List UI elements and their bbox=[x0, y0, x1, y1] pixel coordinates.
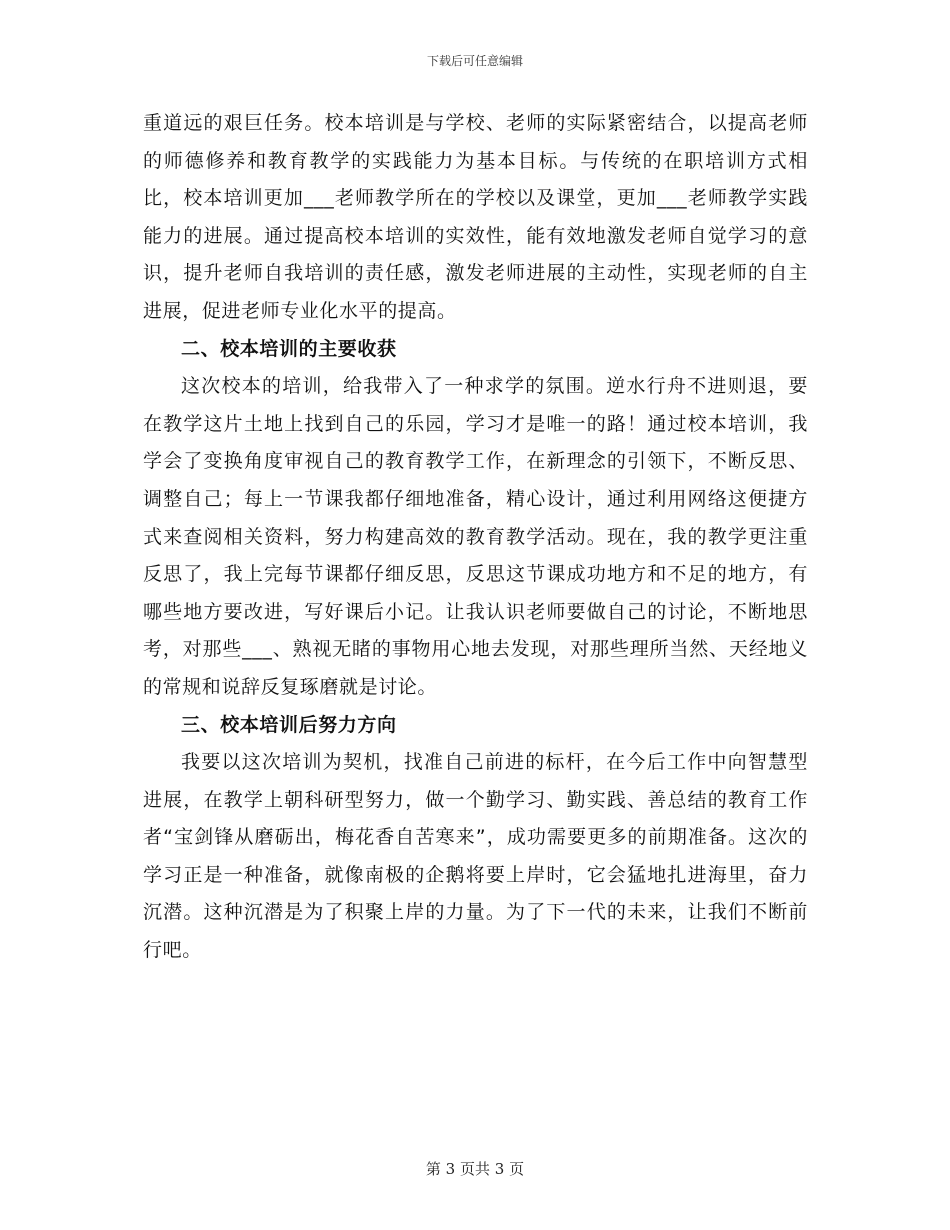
section-heading-future-direction: 三、校本培训后努力方向 bbox=[181, 713, 397, 736]
page-header: 下载后可任意编辑 bbox=[426, 54, 523, 68]
paragraph-future-direction: 我要以这次培训为契机，找准自己前进的标杆，在今后工作中向智慧型进展，在教学上朝科研型努力，做一个勤学习、勤实践、善总结的教育工作者“宝剑锋从磨砺出，梅花香自苦寒来”，成功需要更多的前期准备。这次的学习正是一种准备，就像南极的企鹅将要上岸时，它会猛地扎进海里，奋力沉潜。这种沉潜是为了积聚上岸的力量。为了下一代的未来，让我们不断前行吧。 bbox=[143, 751, 808, 962]
document-body bbox=[143, 105, 808, 970]
paragraph-continued: 重道远的艰巨任务。校本培训是与学校、老师的实际紧密结合，以提高老师的师德修养和教育教学的实践能力为基本目标。与传统的在职培训方式相比，校本培训更加___老师教学所在的学校以及课堂，更加___老师教学实践能力的进展。通过提高校本培训的实效性，能有效地激发老师自觉学习的意识，提升老师自我培训的责任感，激发老师进展的主动性，实现老师的自主进展，促进老师专业化水平的提高。 bbox=[143, 112, 808, 322]
page-number-footer: 第 3 页共 3 页 bbox=[425, 1160, 525, 1178]
paragraph-gains: 这次校本的培训，给我带入了一种求学的氛围。逆水行舟不进则退，要在教学这片土地上找到自己的乐园，学习才是唯一的路！通过校本培训，我学会了变换角度审视自己的教育教学工作，在新理念的引领下，不断反思、调整自己；每上一节课我都仔细地准备，精心设计，通过利用网络这便捷方式来查阅相关资料，努力构建高效的教育教学活动。现在，我的教学更注重反思了，我上完每节课都仔细反思，反思这节课成功地方和不足的地方，有哪些地方要改进，写好课后小记。让我认识老师要做自己的讨论，不断地思考，对那些___、熟视无睹的事物用心地去发现，对那些理所当然、天经地义的常规和说辞反复琢磨就是讨论。 bbox=[143, 375, 808, 698]
section-heading-main-gains: 二、校本培训的主要收获 bbox=[181, 337, 397, 360]
